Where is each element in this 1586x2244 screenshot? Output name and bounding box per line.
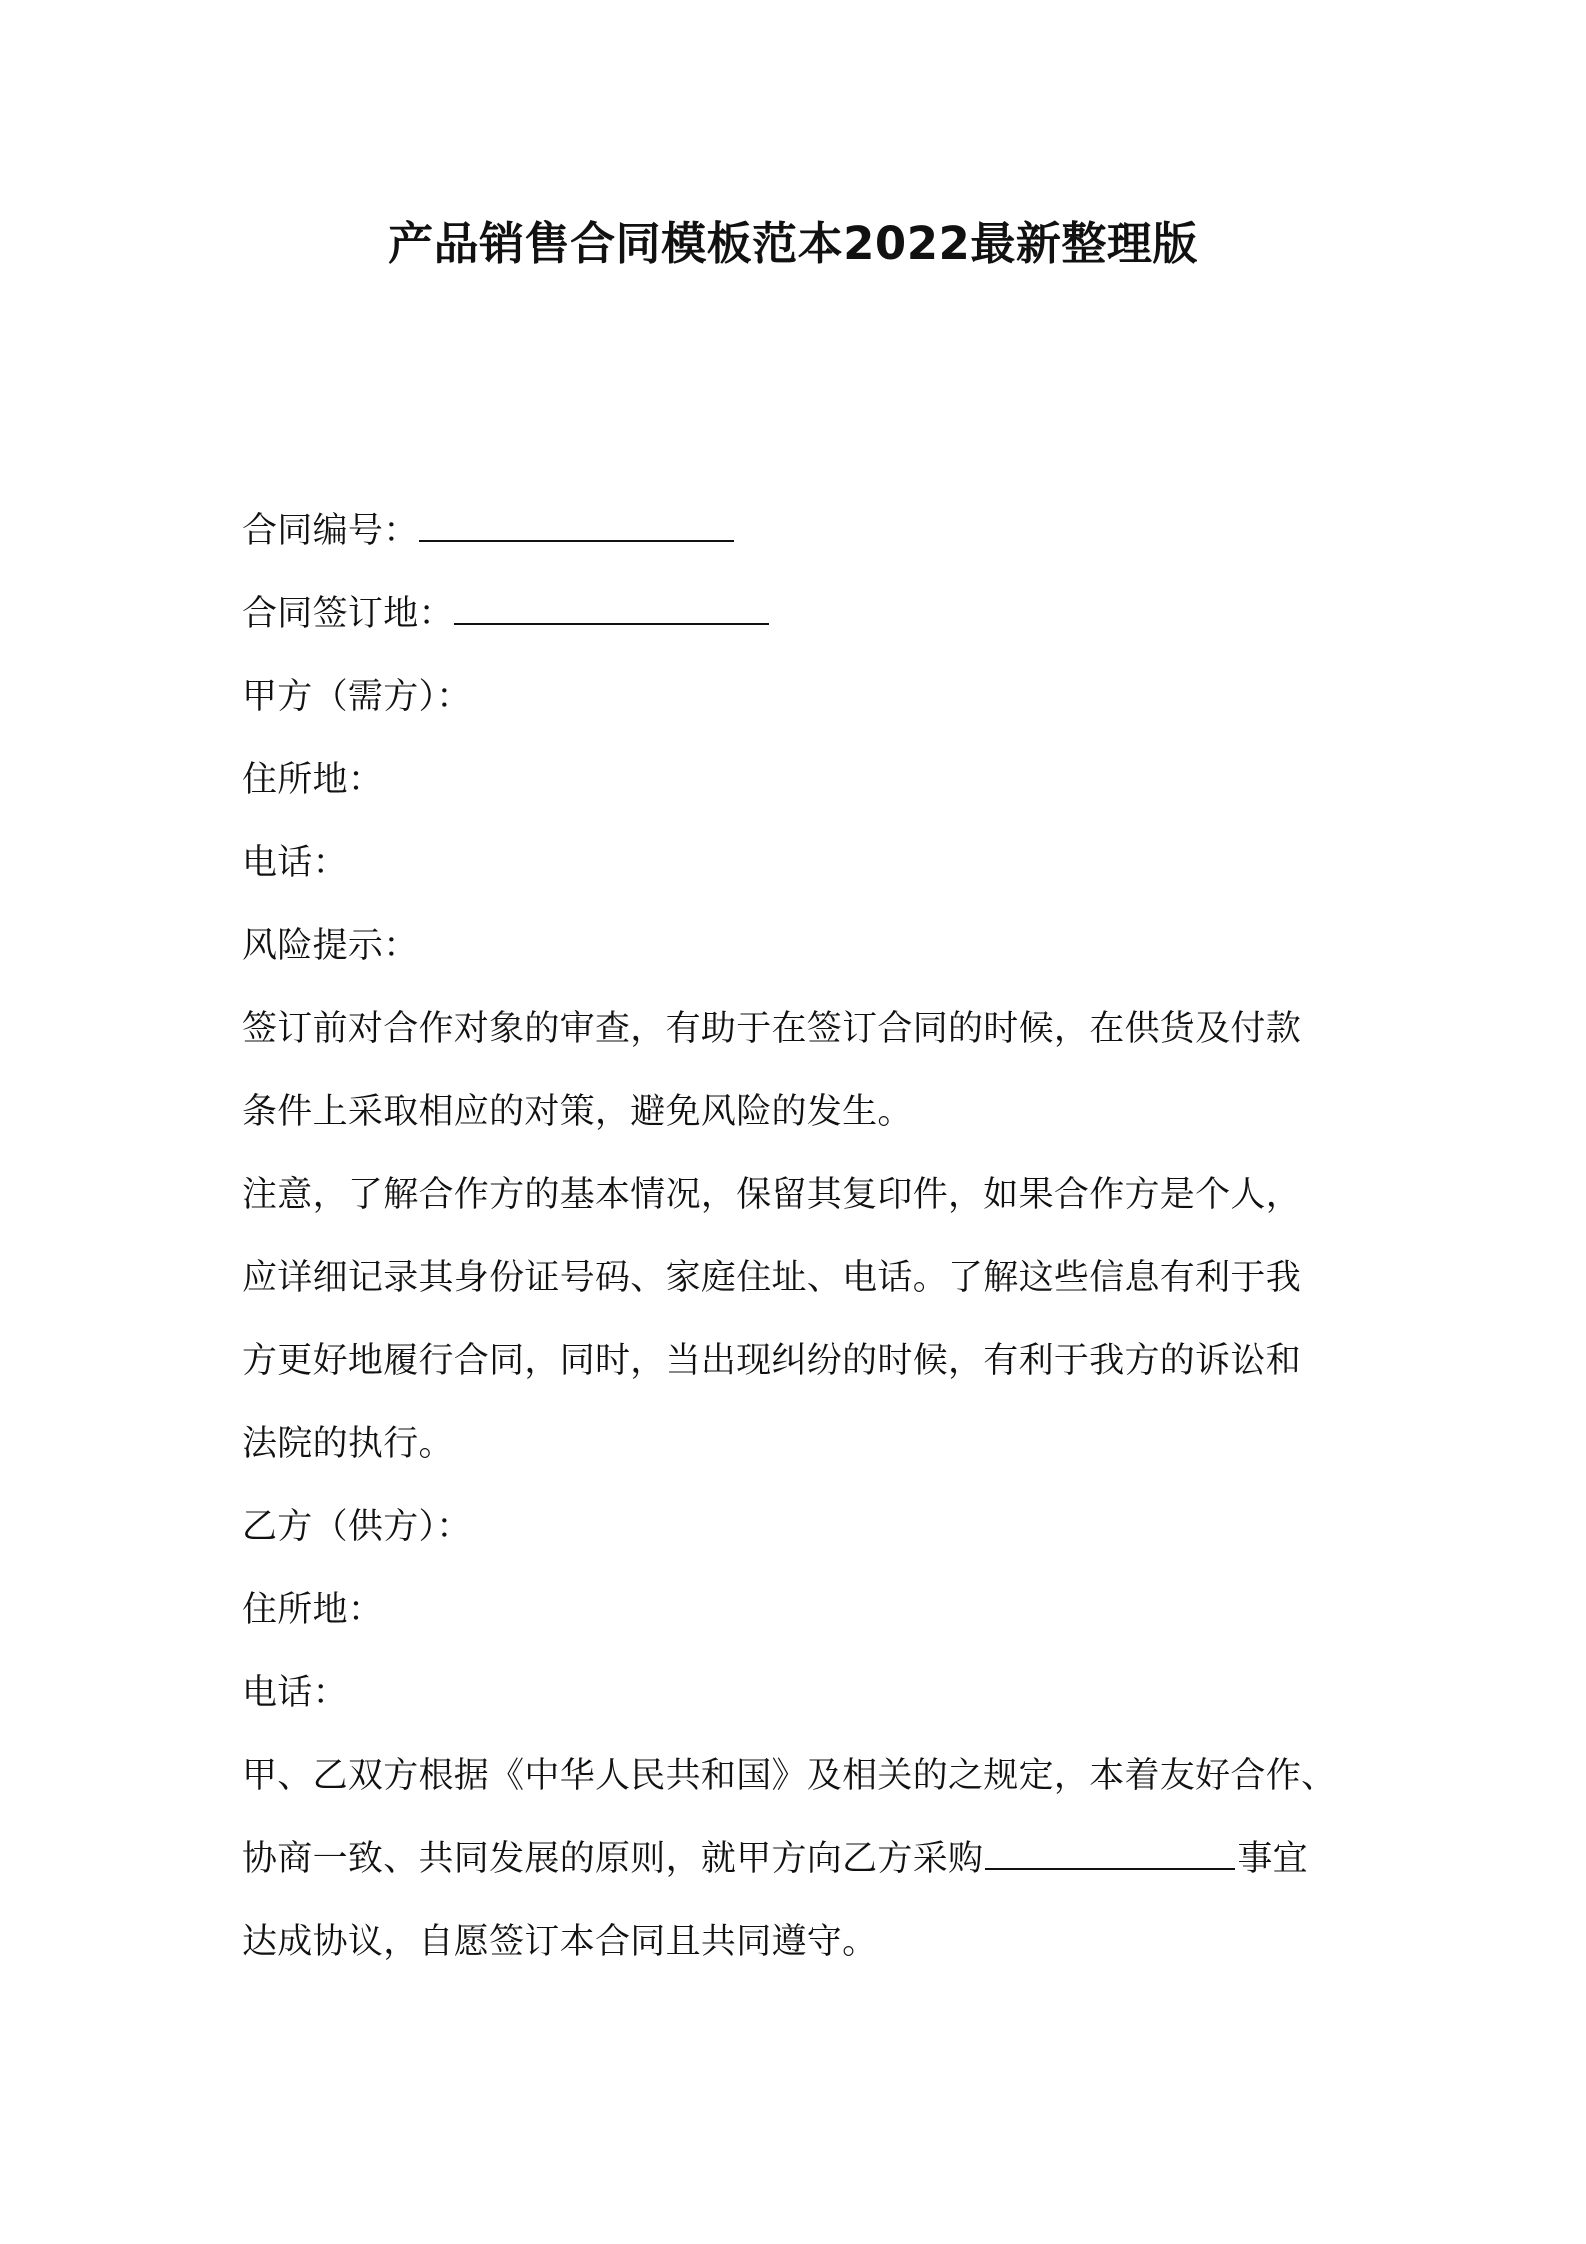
contract-number-blank: [419, 512, 734, 542]
party-b-label: 乙方（供方）：: [242, 1507, 472, 1547]
intro-line-2-after: 事宜: [1237, 1839, 1308, 1879]
sign-place-line: [242, 573, 1357, 656]
party-a-phone-label: 电话：: [242, 843, 348, 883]
party-a-address-label: 住所地：: [242, 760, 384, 800]
document-title: 产品销售合同模板范本2022最新整理版: [388, 217, 1198, 270]
risk-label: 风险提示：: [242, 926, 419, 966]
contract-number-label: 合同编号：: [242, 511, 419, 551]
sign-place-blank: [454, 595, 769, 625]
sign-place-label: 合同签订地：: [242, 594, 454, 634]
risk-line-1: 签订前对合作对象的审查，有助于在签订合同的时候，在供货及付款: [242, 1009, 1302, 1049]
contract-number-line: [242, 490, 1357, 573]
note-line-3: 方更好地履行合同，同时，当出现纠纷的时候，有利于我方的诉讼和: [242, 1341, 1302, 1381]
intro-line-3: 达成协议，自愿签订本合同且共同遵守。: [242, 1922, 878, 1962]
document-body: [242, 490, 1357, 1984]
party-b-address-label: 住所地：: [242, 1590, 384, 1630]
party-a-label: 甲方（需方）：: [242, 677, 472, 717]
intro-line-2-before: 协商一致、共同发展的原则，就甲方向乙方采购: [242, 1839, 984, 1879]
risk-line-2: 条件上采取相应的对策，避免风险的发生。: [242, 1092, 913, 1132]
purchase-item-blank: [985, 1840, 1235, 1870]
note-line-1: 注意，了解合作方的基本情况，保留其复印件，如果合作方是个人，: [242, 1175, 1302, 1215]
party-b-phone-label: 电话：: [242, 1673, 348, 1713]
intro-line-2: [242, 1818, 1357, 1901]
note-line-4: 法院的执行。: [242, 1424, 454, 1464]
note-line-2: 应详细记录其身份证号码、家庭住址、电话。了解这些信息有利于我: [242, 1258, 1302, 1298]
intro-line-1: 甲、乙双方根据《中华人民共和国》及相关的之规定，本着友好合作、: [242, 1756, 1337, 1796]
